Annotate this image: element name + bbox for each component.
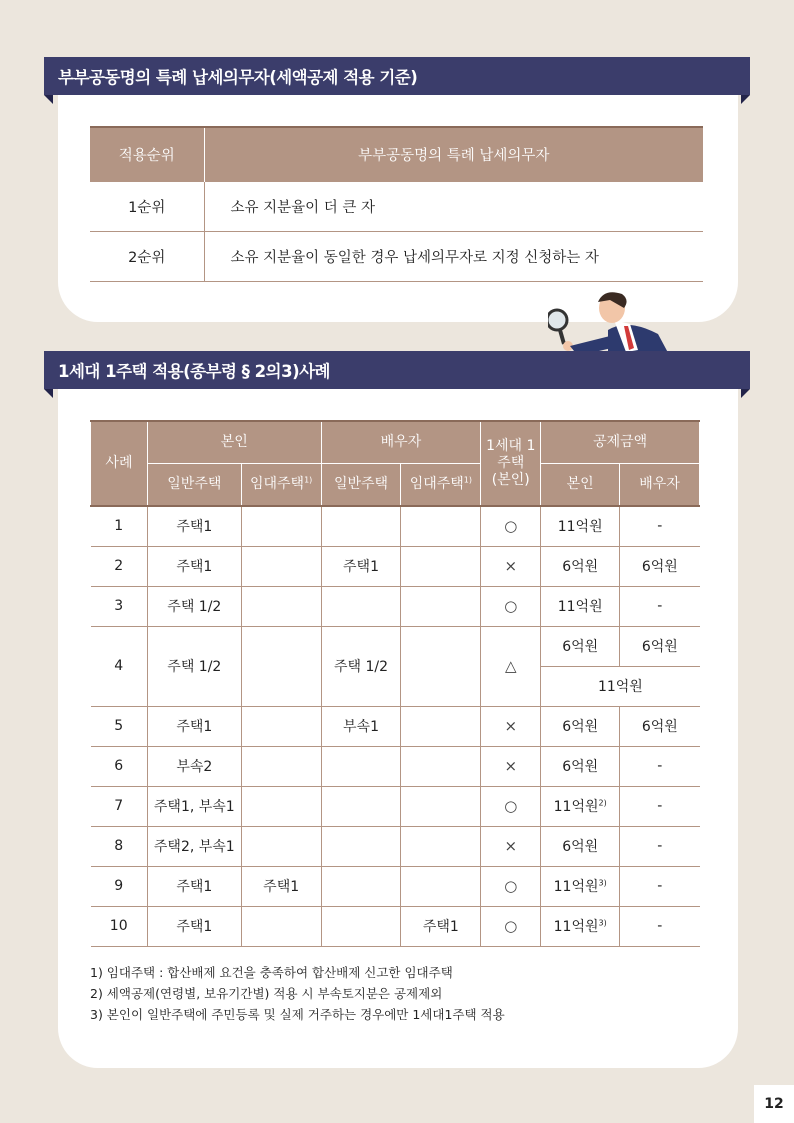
self-general-cell: 주택2, 부속1 <box>147 826 241 866</box>
case-number-cell: 7 <box>91 786 148 826</box>
one-house-symbol-cell: △ <box>481 626 541 706</box>
self-rental-cell <box>241 746 321 786</box>
spouse-rental-cell <box>401 826 481 866</box>
case-number-cell: 9 <box>91 866 148 906</box>
deduction-self-cell: 11억원$^{2)}$ <box>541 786 620 826</box>
page-number: 12 <box>754 1085 794 1123</box>
spouse-rental-cell: 주택1 <box>401 906 481 946</box>
deduction-spouse-cell: - <box>620 786 700 826</box>
self-general-cell: 주택1 <box>147 706 241 746</box>
spouse-general-cell <box>321 866 401 906</box>
case-number-cell: 3 <box>91 586 148 626</box>
tax-obligor-table <box>90 126 703 282</box>
header-obligor: 부부공동명의 특례 납세의무자 <box>204 127 703 181</box>
header-one-house: 1세대 1주택 (본인) <box>481 421 541 506</box>
self-rental-cell <box>241 586 321 626</box>
one-house-symbol-cell: ○ <box>481 866 541 906</box>
table-row <box>91 546 700 586</box>
deduction-spouse-cell: - <box>620 746 700 786</box>
header-rank: 적용순위 <box>90 127 204 181</box>
spouse-general-cell <box>321 786 401 826</box>
self-rental-cell <box>241 786 321 826</box>
one-house-cases-table <box>90 420 700 947</box>
deduction-spouse-cell: 6억원 <box>620 546 700 586</box>
deduction-self-cell: 6억원 <box>541 826 620 866</box>
header-case: 사례 <box>91 421 148 506</box>
table-row <box>90 181 703 231</box>
self-general-cell: 주택1 <box>147 906 241 946</box>
header-self-general: 일반주택 <box>147 463 241 506</box>
spouse-rental-cell <box>401 786 481 826</box>
table-row <box>91 506 700 546</box>
deduction-spouse-cell: - <box>620 826 700 866</box>
header-spouse: 배우자 <box>321 421 481 463</box>
case-number-cell: 4 <box>91 626 148 706</box>
table-row <box>91 586 700 626</box>
deduction-self-cell: 6억원 <box>541 746 620 786</box>
rank-cell: 1순위 <box>90 181 204 231</box>
self-general-cell: 주택 1/2 <box>147 586 241 626</box>
header-deduction-spouse: 배우자 <box>620 463 700 506</box>
case-number-cell: 10 <box>91 906 148 946</box>
case-number-cell: 5 <box>91 706 148 746</box>
deduction-spouse-cell: 6억원 <box>620 626 700 666</box>
deduction-self-cell: 11억원 <box>541 586 620 626</box>
footnote: 1) 임대주택 : 합산배제 요건을 충족하여 합산배제 신고한 임대주택 <box>90 965 453 980</box>
case-number-cell: 6 <box>91 746 148 786</box>
one-house-symbol-cell: ○ <box>481 586 541 626</box>
self-general-cell: 주택1 <box>147 546 241 586</box>
spouse-general-cell: 주택 1/2 <box>321 626 401 706</box>
table-row <box>91 906 700 946</box>
desc-cell: 소유 지분율이 동일한 경우 납세의무자로 지정 신청하는 자 <box>204 231 703 281</box>
spouse-general-cell <box>321 506 401 546</box>
section2-title: 1세대 1주택 적용(종부령 § 2의3)사례 <box>44 351 750 389</box>
spouse-general-cell <box>321 586 401 626</box>
self-rental-cell <box>241 706 321 746</box>
header-deduction: 공제금액 <box>541 421 700 463</box>
self-rental-cell <box>241 506 321 546</box>
deduction-spouse-cell: - <box>620 866 700 906</box>
self-rental-cell <box>241 826 321 866</box>
self-general-cell: 주택1, 부속1 <box>147 786 241 826</box>
header-spouse-rental: 임대주택$^{1)}$ <box>401 463 481 506</box>
footnotes <box>90 962 505 1025</box>
spouse-general-cell: 주택1 <box>321 546 401 586</box>
desc-cell: 소유 지분율이 더 큰 자 <box>204 181 703 231</box>
table-row <box>91 826 700 866</box>
rank-cell: 2순위 <box>90 231 204 281</box>
spouse-rental-cell <box>401 626 481 706</box>
deduction-spouse-cell: 6억원 <box>620 706 700 746</box>
self-rental-cell <box>241 906 321 946</box>
spouse-general-cell: 부속1 <box>321 706 401 746</box>
deduction-self-cell: 11억원$^{3)}$ <box>541 906 620 946</box>
table-row <box>91 706 700 746</box>
footnote: 2) 세액공제(연령별, 보유기간별) 적용 시 부속토지분은 공제제외 <box>90 986 443 1001</box>
one-house-symbol-cell: × <box>481 706 541 746</box>
spouse-rental-cell <box>401 586 481 626</box>
spouse-rental-cell <box>401 546 481 586</box>
deduction-self-cell: 11억원$^{3)}$ <box>541 866 620 906</box>
header-self-rental: 임대주택$^{1)}$ <box>241 463 321 506</box>
deduction-self-cell: 6억원 <box>541 626 620 666</box>
table-row <box>91 786 700 826</box>
header-spouse-general: 일반주택 <box>321 463 401 506</box>
self-rental-cell: 주택1 <box>241 866 321 906</box>
spouse-rental-cell <box>401 506 481 546</box>
one-house-symbol-cell: ○ <box>481 786 541 826</box>
one-house-symbol-cell: × <box>481 826 541 866</box>
self-general-cell: 주택1 <box>147 506 241 546</box>
table-row <box>91 866 700 906</box>
self-general-cell: 주택 1/2 <box>147 626 241 706</box>
spouse-general-cell <box>321 906 401 946</box>
self-general-cell: 주택1 <box>147 866 241 906</box>
spouse-rental-cell <box>401 706 481 746</box>
one-house-symbol-cell: ○ <box>481 906 541 946</box>
table-row <box>91 626 700 666</box>
deduction-self-cell: 6억원 <box>541 706 620 746</box>
one-house-symbol-cell: × <box>481 546 541 586</box>
one-house-symbol-cell: ○ <box>481 506 541 546</box>
case-number-cell: 8 <box>91 826 148 866</box>
spouse-general-cell <box>321 826 401 866</box>
case-number-cell: 1 <box>91 506 148 546</box>
one-house-symbol-cell: × <box>481 746 541 786</box>
deduction-spouse-cell: - <box>620 906 700 946</box>
case-number-cell: 2 <box>91 546 148 586</box>
self-rental-cell <box>241 626 321 706</box>
spouse-rental-cell <box>401 866 481 906</box>
self-rental-cell <box>241 546 321 586</box>
header-self: 본인 <box>147 421 321 463</box>
deduction-spouse-cell: - <box>620 506 700 546</box>
header-deduction-self: 본인 <box>541 463 620 506</box>
table-row <box>90 231 703 281</box>
deduction-self-cell: 11억원 <box>541 506 620 546</box>
self-general-cell: 부속2 <box>147 746 241 786</box>
spouse-general-cell <box>321 746 401 786</box>
deduction-spouse-cell: - <box>620 586 700 626</box>
table-row <box>91 746 700 786</box>
deduction-self-cell: 6억원 <box>541 546 620 586</box>
spouse-rental-cell <box>401 746 481 786</box>
section1-title: 부부공동명의 특례 납세의무자(세액공제 적용 기준) <box>44 57 750 95</box>
footnote: 3) 본인이 일반주택에 주민등록 및 실제 거주하는 경우에만 1세대1주택 적용 <box>90 1007 505 1022</box>
deduction-combined-cell: 11억원 <box>541 666 700 706</box>
